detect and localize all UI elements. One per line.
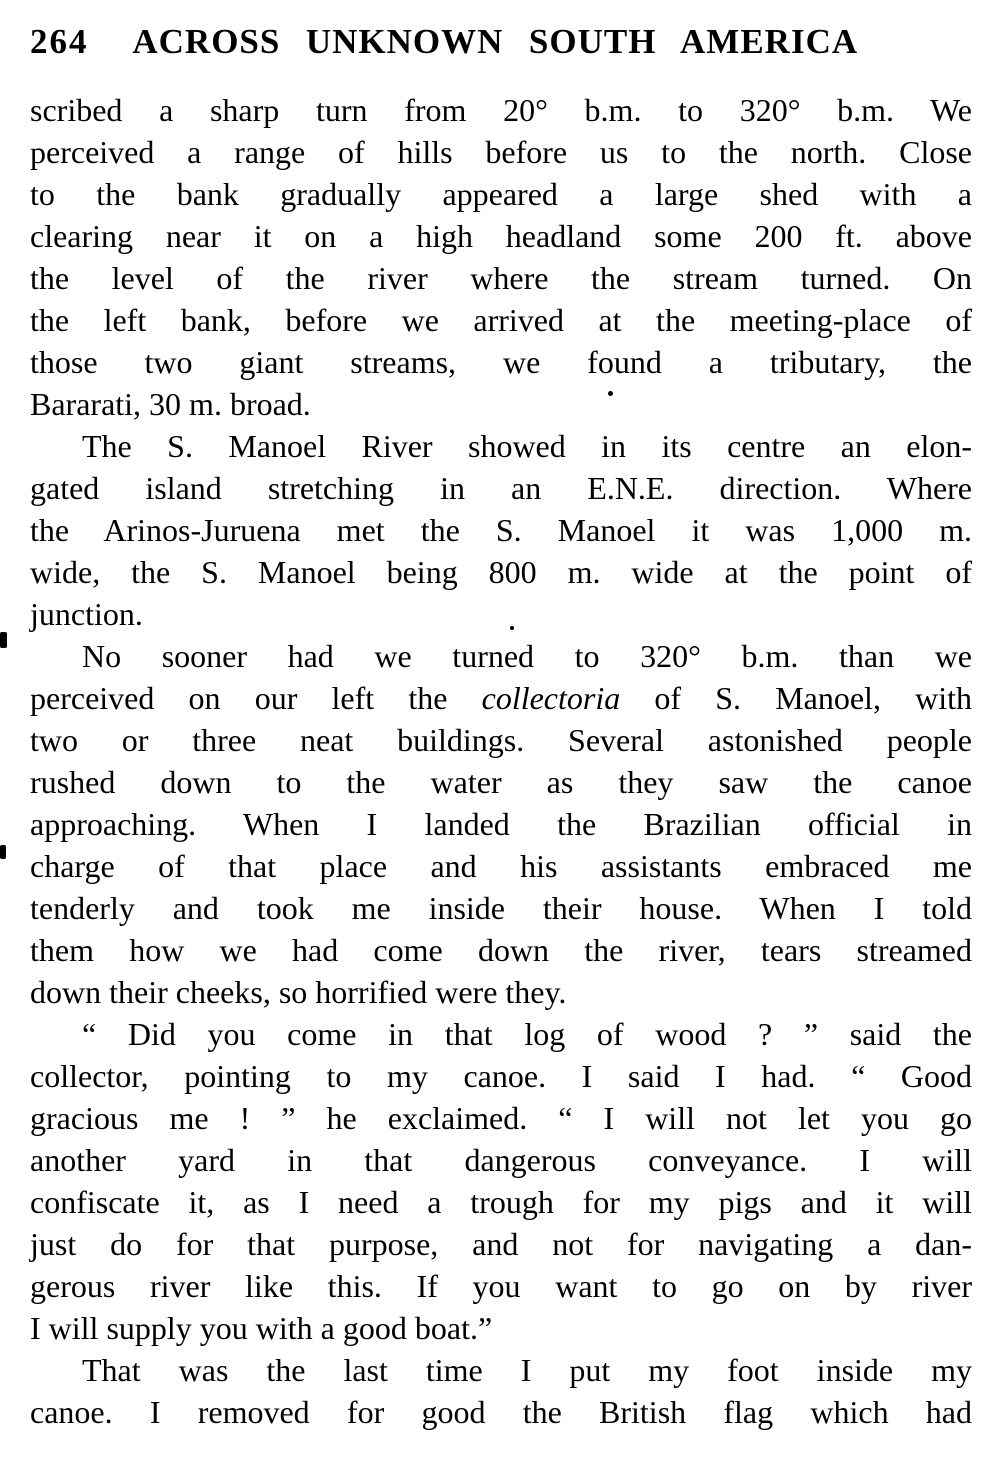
text-line: Bararati, 30 m. broad. <box>30 386 311 422</box>
italic-word: collectoria <box>481 680 621 716</box>
text-line: clearing near it on a high headland some 200 ft. above <box>30 218 972 254</box>
paragraph-1 <box>30 89 972 425</box>
text-line: the level of the river where the stream turned. On <box>30 260 972 296</box>
text-line: canoe. I removed for good the British flag which had <box>30 1394 972 1430</box>
text-line: perceived a range of hills before us to the north. Close <box>30 134 972 170</box>
text-line: junction. <box>30 596 143 632</box>
text-line: “ Did you come in that log of wood ? ” said the <box>82 1016 972 1052</box>
text-line: gracious me ! ” he exclaimed. “ I will not let you go <box>30 1100 972 1136</box>
text-line <box>30 677 972 719</box>
page-header <box>30 22 972 62</box>
text-line: No sooner had we turned to 320° b.m. than we <box>82 638 972 674</box>
text-line: tenderly and took me inside their house. When I told <box>30 890 972 926</box>
text-line: down their cheeks, so horrified were they. <box>30 974 567 1010</box>
paragraph-2 <box>30 425 972 635</box>
paragraph-5 <box>30 1349 972 1433</box>
text-line: them how we had come down the river, tears streamed <box>30 932 972 968</box>
text-segment: perceived on our left the <box>30 680 482 716</box>
text-line: collector, pointing to my canoe. I said I had. “ Good <box>30 1058 972 1094</box>
text-line: I will supply you with a good boat.” <box>30 1310 493 1346</box>
text-line: gated island stretching in an E.N.E. direction. Where <box>30 470 972 506</box>
text-line: rushed down to the water as they saw the canoe <box>30 764 972 800</box>
text-line: gerous river like this. If you want to go on by river <box>30 1268 972 1304</box>
scan-speck <box>510 626 514 630</box>
text-line: wide, the S. Manoel being 800 m. wide at the point of <box>30 554 972 590</box>
body-text <box>30 89 972 1433</box>
text-line: those two giant streams, we found a tributary, the <box>30 344 972 380</box>
scan-speck <box>0 845 6 859</box>
text-line: approaching. When I landed the Brazilian official in <box>30 806 972 842</box>
text-line: scribed a sharp turn from 20° b.m. to 320° b.m. We <box>30 92 972 128</box>
paragraph-4 <box>30 1013 972 1349</box>
scan-speck <box>0 632 7 648</box>
text-line: two or three neat buildings. Several astonished people <box>30 722 972 758</box>
text-line: another yard in that dangerous conveyance. I will <box>30 1142 972 1178</box>
paragraph-3 <box>30 635 972 1013</box>
text-segment: of S. Manoel, with <box>620 680 973 716</box>
text-line: That was the last time I put my foot inside my <box>82 1352 972 1388</box>
text-line: just do for that purpose, and not for navigating a dan- <box>30 1226 972 1262</box>
text-line: confiscate it, as I need a trough for my pigs and it will <box>30 1184 972 1220</box>
text-line: The S. Manoel River showed in its centre an elon- <box>82 428 972 464</box>
scan-speck <box>608 391 613 396</box>
page-number: 264 <box>30 22 89 61</box>
text-line: to the bank gradually appeared a large shed with a <box>30 176 972 212</box>
running-title: ACROSS UNKNOWN SOUTH AMERICA <box>132 22 859 61</box>
text-line: the Arinos-Juruena met the S. Manoel it was 1,000 m. <box>30 512 972 548</box>
text-line: the left bank, before we arrived at the meeting-place of <box>30 302 972 338</box>
text-line: charge of that place and his assistants embraced me <box>30 848 972 884</box>
